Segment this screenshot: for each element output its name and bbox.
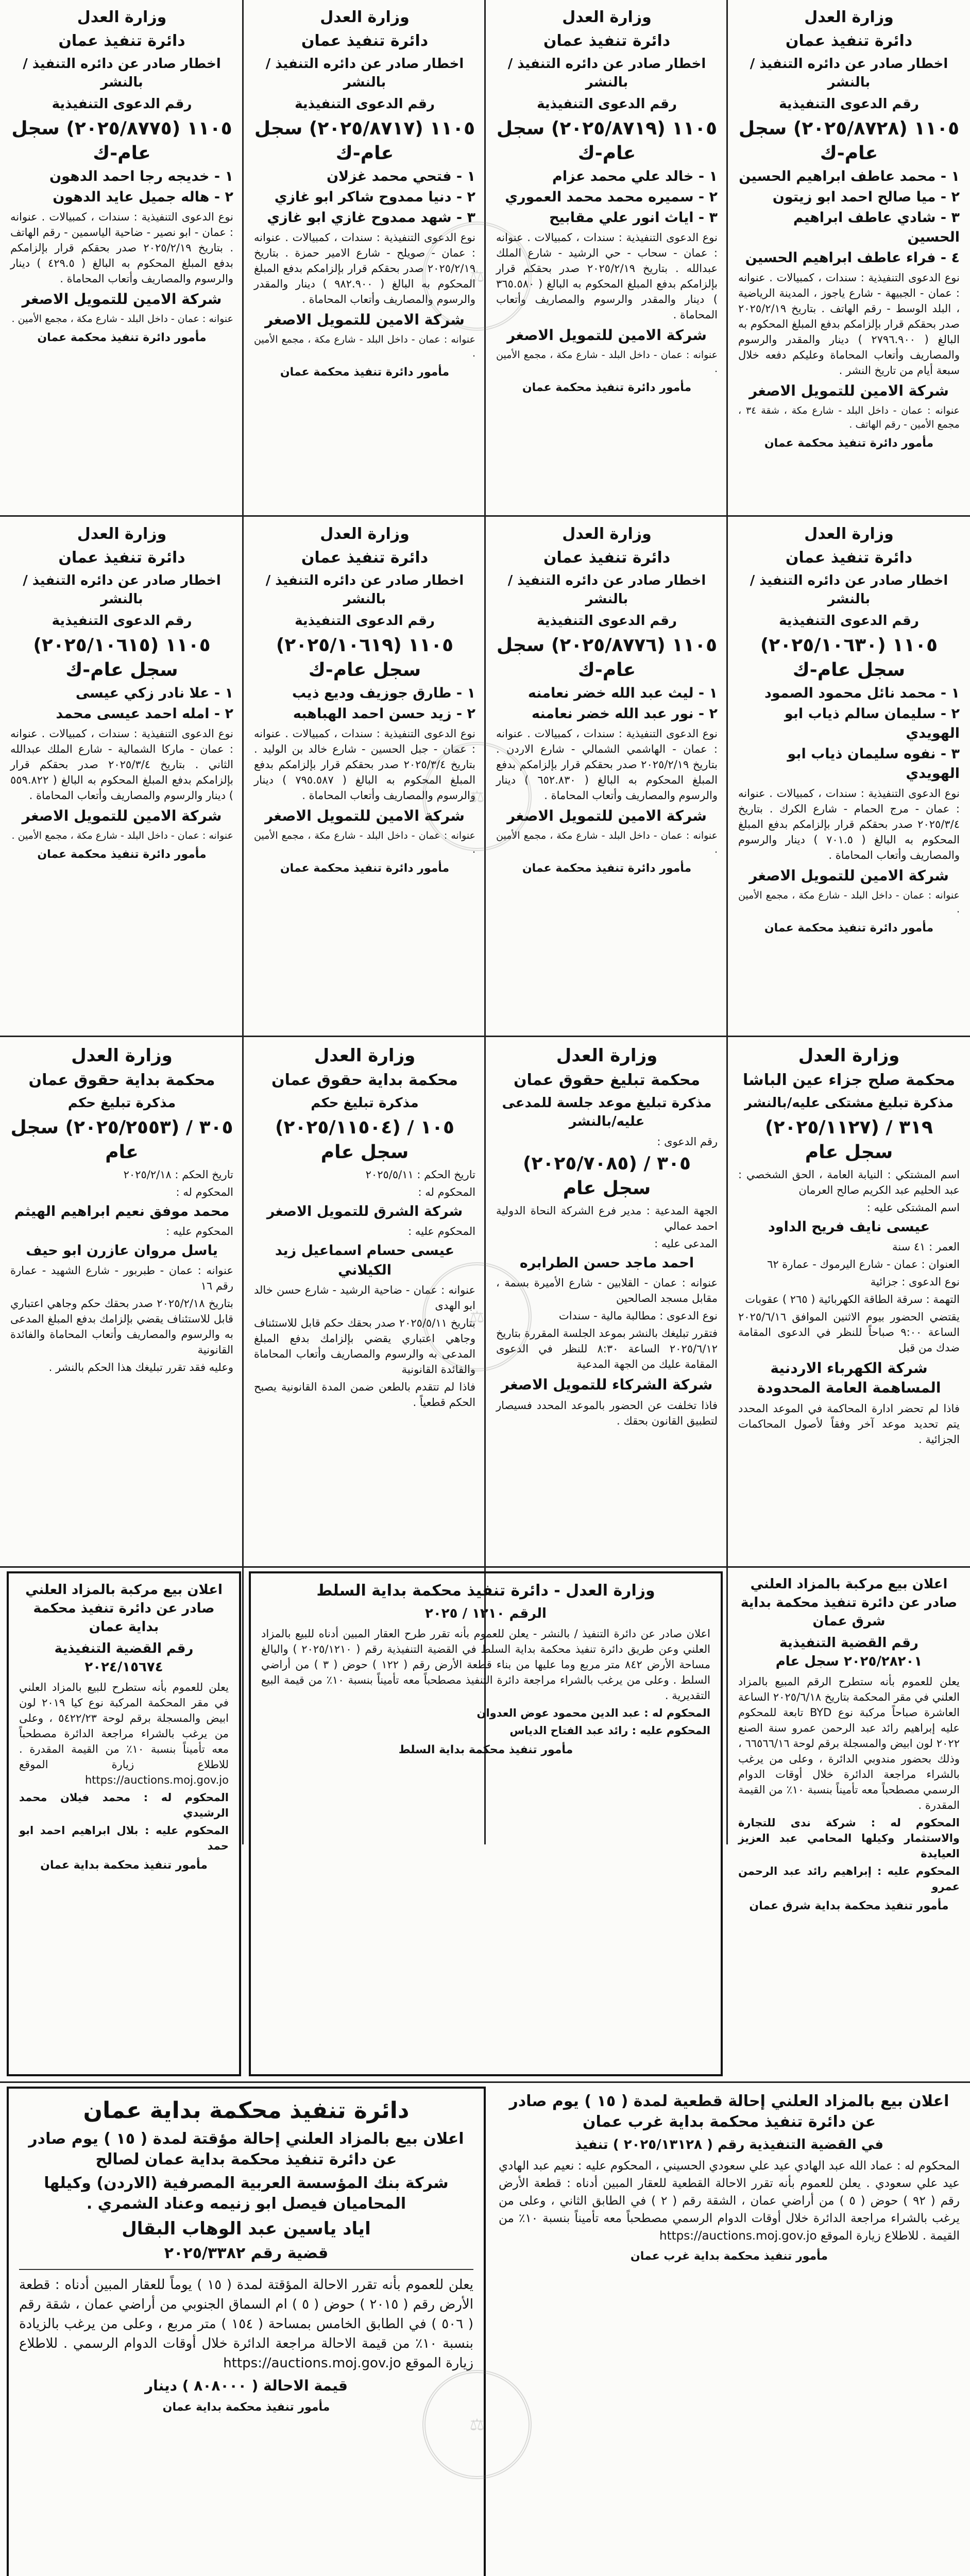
party-name: ٣ - نفوه سليمان ذياب ابو الهويدي <box>787 746 960 782</box>
dept-title: دائرة تنفيذ عمان <box>543 32 671 50</box>
auction-notice <box>7 1571 241 2076</box>
separator <box>19 2269 473 2270</box>
party-name: ١ - خالد علي محمد عزام <box>552 168 718 184</box>
ministry-seal-icon: ⚖ <box>422 222 532 331</box>
notice-title: اخطار صادر عن دائره التنفيذ / بالنشر <box>23 573 221 607</box>
case-label: رقم الدعوى التنفيذية <box>295 613 435 629</box>
execution-notice <box>728 517 970 1035</box>
auction-notice <box>728 1568 970 2080</box>
court-title: محكمة صلح جزاء عين الباشا <box>742 1071 956 1089</box>
notice-line: فاذا لم تتقدم بالطعن ضمن المدة القانونية يصبح الحكم قطعياً . <box>254 1381 475 1409</box>
signature: مأمور دائرة تنفيذ محكمة عمان <box>280 862 450 875</box>
auction-title: وزارة العدل - دائرة تنفيذ محكمة بداية السلط <box>316 1582 655 1600</box>
notice-line: التهمة : سرقة الطاقة الكهربائية ( ٢٦٥ ) عقوبات <box>745 1293 960 1306</box>
signature: مأمور دائرة تنفيذ محكمة عمان <box>37 848 207 861</box>
signature: مأمور تنفيذ محكمة بداية السلط <box>398 1743 573 1756</box>
notice-line: العنوان : عمان - شارع اليرموك - عمارة ٦٢ <box>767 1258 960 1270</box>
signature: مأمور دائرة تنفيذ محكمة عمان <box>280 366 450 379</box>
ministry-title: وزارة العدل <box>562 8 652 26</box>
creditor-company: شركة الامين للتمويل الاصغر <box>22 291 222 308</box>
ministry-seal-icon: ⚖ <box>422 1262 532 1371</box>
dept-title: دائرة تنفيذ عمان <box>543 549 671 567</box>
case-number: ٣٠٥ / (٢٠٢٥/٢٥٥٣) سجل عام <box>10 1117 233 1163</box>
party-name: ١ - علا نادر زكي عيسى <box>75 685 233 701</box>
case-number: ١١٠٥ (٢٠٢٥/٨٧١٩) سجل عام-ك <box>496 118 718 164</box>
summons-subtitle: مذكرة تبليغ حكم <box>67 1095 176 1111</box>
party-name: ٣ - شهد ممدوح غازي ابو غازي <box>267 210 475 226</box>
case-number: ١١٠٥ (٢٠٢٥/٨٧٢٨) سجل عام-ك <box>738 118 960 164</box>
case-label: رقم الدعوى التنفيذية <box>52 96 192 112</box>
notice-line: المحكوم عليه : <box>408 1225 475 1238</box>
notice-line: بتاريخ ٢٠٢٥/٥/١١ صدر بحقك حكم قابل للاستئناف وجاهي اعتباري يقضي بإلزامك بدفع المبلغ المدعى به والرسوم والمصاريف وأتعاب المحاماة والفائدة القانونية <box>254 1317 475 1376</box>
case-number: في القضية التنفيذية رقم ( ٢٠٢٥/١٣١٢٨ ) تنفيذ <box>574 2137 884 2153</box>
case-label: رقم الدعوى التنفيذية <box>295 96 435 112</box>
creditor-company: شركة الامين للتمويل الاصغر <box>265 807 465 824</box>
ministry-title: وزارة العدل <box>314 1045 416 1066</box>
plaintiff-company: شركة الشركاء للتمويل الاصغر <box>501 1376 713 1393</box>
ministry-seal-icon: ⚖ <box>422 742 532 851</box>
auction-body: يعلن للعموم بأنه ستطرح الرقم المبيع بالمزاد العلني في مقر المحكمة بتاريخ ٢٠٢٥/٦/١٨ الساعة العاشرة صباحاً مركبة نوع BYD تابعة للمحكوم عليه إبراهيم رائد عبد الرحمن عمرو سنة الصنع ٢٠٢٢ لون ابيض والمسجلة برقم لوحة ٦٦٥٦٦/١٦ ، وذلك بحضور مندوبي الدائرة ، وعلى من يرغب بالشراء مراجعة الدائرة خلال أوقات الدوام الرسمي مصطحباً معه تأميناً بنسبة ١٠٪ من القيمة المقدرة . <box>738 1675 960 1811</box>
notice-line: رقم الدعوى : <box>657 1136 718 1148</box>
notice-body: نوع الدعوى التنفيذية : سندات ، كمبيالات . عنوانه : عمان - جبل الحسين - شارع خالد بن الوليد . بتاريخ ٢٠٢٥/٣/٤ صدر بحقكم قرار بإلزامكم بدفع المبلغ المحكوم به البالغ ( ٧٩٥.٥٨٧ ) دينار والرسوم والمصاريف وأتعاب المحاماة . <box>254 727 475 802</box>
creditor-line: المحكوم له : عبد الدين محمود عوض العدوان <box>477 1707 710 1719</box>
case-number: الرقم ١٢١٠ / ٢٠٢٥ <box>425 1606 547 1621</box>
court-judgment <box>0 1037 244 1565</box>
defendant-name: احمد ماجد حسن الطرابره <box>519 1255 694 1271</box>
notice-title: اخطار صادر عن دائره التنفيذ / بالنشر <box>750 56 948 90</box>
judgment-creditor: محمد موفق نعيم ابراهيم الهيثم <box>14 1204 230 1219</box>
creditor-company: شركة الامين للتمويل الاصغر <box>749 867 949 884</box>
notice-footer: عنوانه : عمان - داخل البلد - شارع مكة ، مجمع الأمين . <box>738 890 960 915</box>
case-number: ١١٠٥ (٢٠٢٥/١٠٦١٥) سجل عام-ك <box>33 635 211 681</box>
party-name: ٣ - اياث انور علي مقابيح <box>549 210 718 226</box>
case-label: رقم الدعوى التنفيذية <box>779 96 919 112</box>
ministry-title: وزارة العدل <box>804 525 894 543</box>
execution-notice <box>728 0 970 515</box>
notice-body: نوع الدعوى التنفيذية : سندات ، كمبيالات . عنوانه : عمان - الجبيهة - شارع ياجوز ، المدينة الرياضية ، البلد الوسط - رقم الهاتف . بتاريخ ٢٠٢٥/٢/١٩ صدر بحقكم قرار بإلزامكم بدفع المبلغ المحكوم به البالغ ( ٢٧٩٦.٩٠٠ ) دينار والمقدر والرسوم والمصاريف وأتعاب المحاماة وعليكم دفعه خلال سبعة أيام من تاريخ النشر . <box>738 272 960 377</box>
creditor-line: المحكوم له : شركة ندى للتجارة والاستثمار وكيلها المحامي عبد العزيز العيايدة <box>738 1817 960 1860</box>
ministry-seal-icon: ⚖ <box>422 2370 532 2479</box>
party-name: ٢ - سليمان سالم ذياب ابو الهويدي <box>784 706 960 741</box>
case-number: ١١٠٥ (٢٠٢٥/٨٧١٧) سجل عام-ك <box>254 118 475 164</box>
debtor-line: المحكوم عليه : بلال ابراهيم احمد ابو حمد <box>19 1824 229 1852</box>
summons-subtitle: مذكرة تبليغ مشتكى عليه/بالنشر <box>744 1095 954 1111</box>
ministry-title: وزارة العدل <box>320 8 410 26</box>
dept-title: دائرة تنفيذ عمان <box>301 32 429 50</box>
creditor-company: شركة الامين للتمويل الاصغر <box>749 382 949 399</box>
case-number: رقم القضية التنفيذية ٢٠٢٤/١٥٦٧٤ <box>54 1641 194 1675</box>
notice-body: نوع الدعوى التنفيذية : سندات ، كمبيالات . عنوانه : عمان - مرج الحمام - شارع الكرك . بتاريخ ٢٠٢٥/٣/٤ صدر بحقكم قرار بإلزامكم بدفع المبلغ المحكوم به البالغ ( ٧٠١.٥ ) دينار والرسوم والمصاريف وأتعاب المحاماة . <box>738 787 960 861</box>
case-number: ٣١٩ / (٢٠٢٥/١١٢٧) سجل عام <box>765 1117 933 1163</box>
judgment-creditor: شركة الشرق للتمويل الاصغر <box>266 1204 463 1219</box>
ministry-title: وزارة العدل <box>804 8 894 26</box>
auction-title: اعلان بيع مركبة بالمزاد العلني صادر عن دائرة تنفيذ محكمة بداية شرق عمان <box>740 1577 958 1629</box>
party-name: ١ - محمد نائل محمود الصمود <box>764 685 960 701</box>
dept-title: دائرة تنفيذ عمان <box>785 549 913 567</box>
notice-body: نوع الدعوى التنفيذية : سندات ، كمبيالات . عنوانه : عمان - سحاب - حي الرشيد - شارع الملك عبدالله . بتاريخ ٢٠٢٥/٢/١٩ صدر بحقكم قرار بإلزامكم بدفع المبلغ المحكوم به البالغ ( ٣٦٥.٥٨٠ ) دينار والمقدر والرسوم والمصاريف وأتعاب المحاماة . <box>496 231 718 321</box>
execution-notice <box>0 0 244 515</box>
notice-body: نوع الدعوى التنفيذية : سندات ، كمبيالات . عنوانه : عمان - صويلح - شارع الامير حمزة . بتاريخ ٢٠٢٥/٢/١٩ صدر بحقكم قرار بإلزامكم بدفع المبلغ المحكوم به البالغ ( ٩٨٢.٩٠٠ ) دينار والمقدر والرسوم والمصاريف وأتعاب المحاماة . <box>254 231 475 306</box>
notice-line: اسم المشتكى عليه : <box>866 1201 960 1214</box>
signature: مأمور دائرة تنفيذ محكمة عمان <box>37 331 207 344</box>
notice-line: تاريخ الحكم : ٢٠٢٥/٥/١١ <box>365 1168 475 1181</box>
party-name: ٣ - شادي عاطف ابراهيم الحسين <box>793 210 960 245</box>
ministry-title: وزارة العدل <box>562 525 652 543</box>
creditor-company: شركة الامين للتمويل الاصغر <box>265 311 465 328</box>
dept-title: دائرة تنفيذ عمان <box>58 549 185 567</box>
signature: مأمور دائرة تنفيذ محكمة عمان <box>522 381 692 394</box>
debtor-line: المحكوم عليه : إبراهيم رائد عبد الرحمن عمرو <box>738 1865 960 1893</box>
notice-footer: عنوانه : عمان - داخل البلد - شارع مكة ، مجمع الأمين . <box>496 349 718 375</box>
dept-title: دائرة تنفيذ عمان <box>58 32 185 50</box>
notice-body: نوع الدعوى التنفيذية : سندات ، كمبيالات . عنوانه : عمان - الهاشمي الشمالي - شارع الاردن . بتاريخ ٢٠٢٥/٢/١٩ صدر بحقكم قرار بإلزامكم بدفع المبلغ المحكوم به البالغ ( ٦٥٢.٨٣٠ ) دينار والرسوم والمصاريف وأتعاب المحاماة . <box>496 727 718 802</box>
notice-body: نوع الدعوى التنفيذية : سندات ، كمبيالات . عنوانه : عمان - ماركا الشمالية - شارع الملك عبدالله الثاني . بتاريخ ٢٠٢٥/٣/٤ صدر بحقكم قرار بإلزامكم بدفع المبلغ المحكوم به البالغ ( ٥٥٩.٨٢٢ ) دينار والرسوم والمصاريف وأتعاب المحاماة . <box>10 727 233 802</box>
notice-title: اخطار صادر عن دائره التنفيذ / بالنشر <box>750 573 948 607</box>
party-name: ٢ - دنيا ممدوح شاكر ابو غازي <box>274 189 475 205</box>
case-number: ٣٠٥ / (٢٠٢٥/٧٠٨٥) سجل عام <box>523 1153 691 1199</box>
debtor-name: اياد ياسين عبد الوهاب البقال <box>122 2218 371 2239</box>
notice-line: فاذا لم تحضر ادارة المحاكمة في الموعد المحدد يتم تحديد موعد آخر وفقاً لأصول المحاكمات الجزائية . <box>738 1402 960 1446</box>
notice-title: اخطار صادر عن دائره التنفيذ / بالنشر <box>507 56 706 90</box>
ministry-title: وزارة العدل <box>556 1045 658 1066</box>
party-name: ١ - خديجه رجا احمد الدهون <box>49 168 233 184</box>
notice-line: نوع الدعوى : جزائية <box>870 1276 960 1288</box>
notice-line: المحكوم له : <box>176 1186 233 1198</box>
party-name: ٢ - ميا صالح احمد ابو زيتون <box>772 189 960 205</box>
party-name: ٢ - زيد حسن احمد الهباهبه <box>293 706 475 722</box>
case-number: ١١٠٥ (٢٠٢٥/١٠٦٣٠) سجل عام-ك <box>760 635 938 681</box>
notice-line: تاريخ الحكم : ٢٠٢٥/٢/١٨ <box>123 1168 233 1181</box>
notice-title: اخطار صادر عن دائره التنفيذ / بالنشر <box>23 56 221 90</box>
auction-body: المحكوم له : عماد الله عبد الهادي عيد علي سعودي الحسيني ، المحكوم عليه : نعيم عبد الهادي عيد علي سعودي . يعلن للعموم بأنه تقرر الاحالة القطعية للعقار المبين أدناه : قطعة الأرض رقم ( ٩٢ ) حوض ( ٥ ) من أراضي عمان ، الشقة رقم ( ٢ ) في الطابق الثاني ، وعلى من يرغب بالشراء مراجعة الدائرة خلال أوقات الدوام الرسمي مصطحباً معه تأميناً بنسبة ١٠٪ من القيمة . للاطلاع زيارة الموقع https://auctions.moj.gov.jo <box>499 2159 960 2243</box>
ministry-title: وزارة العدل <box>320 525 410 543</box>
signature: مأمور تنفيذ محكمة بداية شرق عمان <box>749 1900 949 1912</box>
auction-body: يعلن للعموم بأنه ستطرح للبيع بالمزاد العلني في مقر المحكمة المركبة نوع كيا ٢٠١٩ لون ابيض والمسجلة برقم لوحة ٥٤٢٢/٢٣ ، وعلى من يرغب بالشراء مراجعة الدائرة مصطحباً معه تأميناً بنسبة ١٠٪ من القيمة المقدرة . للاطلاع زيارة الموقع https://auctions.moj.gov.jo <box>19 1681 229 1786</box>
auction-body: اعلان صادر عن دائرة التنفيذ / بالنشر - يعلن للعموم بأنه تقرر طرح العقار المبين أدناه للبيع بالمزاد العلني وعن طريق دائرة تنفيذ محكمة بداية السلط في القضية التنفيذية رقم ( ٢٠٢٥/١٢١٠ ) والبالغ مساحة الأرض ٨٤٢ متر مربع وما عليها من بناء قطعة الأرض رقم ( ١٢٢ ) حوض ( ٣ ) من أراضي السلط . وعلى من يرغب بالشراء مراجعة دائرة التنفيذ مصطحباً معه تأميناً بنسبة ١٠٪ من قيمة البيع التقديرية . <box>261 1628 711 1702</box>
judgment-debtor: ياسل مروان عازرن ابو حيف <box>26 1243 218 1259</box>
notice-footer: عنوانه : عمان - داخل البلد - شارع مكة ، مجمع الأمين . <box>254 830 475 855</box>
case-number: ١١٠٥ (٢٠٢٥/٨٧٧٥) سجل عام-ك <box>11 118 232 164</box>
case-label: رقم الدعوى التنفيذية <box>537 613 677 629</box>
party-name: ١ - محمد عاطف ابراهيم الحسين <box>739 168 960 184</box>
ministry-title: وزارة العدل <box>798 1045 900 1066</box>
notice-line: المحكوم له : <box>418 1186 475 1198</box>
notice-line: عنوانه : عمان - ضاحية الرشيد - شارع حسن خالد ابو الهدى <box>254 1284 475 1312</box>
auction-title: دائرة تنفيذ محكمة بداية عمان <box>83 2097 410 2124</box>
auction-notice <box>249 1571 723 2076</box>
notice-line: يقتضي الحضور بيوم الاثنين الموافق ٢٠٢٥/٦/١٦ الساعة ٩:٠٠ صباحاً للنظر في الدعوى المقامة ضدك من قبل <box>738 1311 960 1354</box>
execution-notice <box>0 517 244 1035</box>
notice-line: عنوانه : عمان - طبربور - شارع الشهيد - عمارة رقم ١٦ <box>10 1264 233 1292</box>
auction-lead: اعلان بيع بالمزاد العلني إحالة مؤقتة لمدة ( ١٥ ) يوم صادر عن دائرة تنفيذ محكمة بداية عمان لصالح <box>28 2130 464 2168</box>
auction-title: اعلان بيع بالمزاد العلني إحالة قطعية لمدة ( ١٥ ) يوم صادر عن دائرة تنفيذ محكمة بداية غرب عمان <box>509 2092 949 2131</box>
signature: مأمور تنفيذ محكمة بداية غرب عمان <box>630 2250 828 2263</box>
creditor-line: المحكوم له : محمد فيلان محمد الرشيدي <box>19 1791 229 1819</box>
creditor-company: شركة الامين للتمويل الاصغر <box>507 807 707 824</box>
signature: مأمور تنفيذ محكمة بداية عمان <box>162 2401 330 2414</box>
party-name: ١ - ليث عبد الله خضر نعامنه <box>527 685 718 701</box>
plaintiff-company: شركة الكهرباء الاردنية المساهمة العامة المحدودة <box>757 1360 941 1396</box>
notice-title: اخطار صادر عن دائره التنفيذ / بالنشر <box>265 573 464 607</box>
row-divider <box>0 2081 970 2083</box>
notice-line: المدعى عليه : <box>654 1238 718 1250</box>
creditor-company: شركة الامين للتمويل الاصغر <box>507 327 707 344</box>
party-name: ١ - طارق جوزيف وديع ذيب <box>292 685 475 701</box>
notice-line: العمر : ٤١ سنة <box>892 1241 960 1253</box>
auction-title: اعلان بيع مركبة بالمزاد العلني صادر عن دائرة تنفيذ محكمة بداية عمان <box>25 1582 223 1635</box>
creditor-company: شركة بنك المؤسسة العربية المصرفية (الاردن) وكيلها المحاميان فيصل ابو زنيمه وعناد الشمري . <box>44 2174 449 2213</box>
notice-line: الجهة المدعية : مدير فرع الشركة النحاة الدولية احمد عمالي <box>496 1205 718 1232</box>
notice-line: عنوانه : عمان - القلابين - شارع الأميرة بسمة ، مقابل مسجد الصالحين <box>496 1277 718 1304</box>
ministry-title: وزارة العدل <box>77 8 167 26</box>
case-number: قضية رقم ٢٠٢٥/٣٣٨٢ <box>164 2244 329 2262</box>
case-label: رقم الدعوى التنفيذية <box>52 613 192 629</box>
creditor-company: شركة الامين للتمويل الاصغر <box>22 807 222 824</box>
ministry-title: وزارة العدل <box>71 1045 173 1066</box>
court-summons <box>728 1037 970 1565</box>
signature: مأمور دائرة تنفيذ محكمة عمان <box>522 862 692 875</box>
notice-line: وعليه فقد تقرر تبليغك هذا الحكم بالنشر . <box>48 1361 233 1374</box>
notice-title: اخطار صادر عن دائره التنفيذ / بالنشر <box>507 573 706 607</box>
notice-line: نوع الدعوى : مطالبة مالية - سندات <box>558 1310 718 1322</box>
case-number: ١١٠٥ (٢٠٢٥/٨٧٧٦) سجل عام-ك <box>496 635 718 681</box>
notice-title: اخطار صادر عن دائره التنفيذ / بالنشر <box>265 56 464 90</box>
signature: مأمور تنفيذ محكمة بداية عمان <box>40 1859 208 1872</box>
notice-line: فتقرر تبليغك بالنشر بموعد الجلسة المقررة بتاريخ ٢٠٢٥/٦/١٢ الساعة ٨:٣٠ للنظر في الدعوى المقامة عليك من الجهة المدعية <box>496 1327 718 1370</box>
notice-footer: عنوانه : عمان - داخل البلد - شارع مكة ، مجمع الأمين . <box>496 830 718 855</box>
case-label: رقم الدعوى التنفيذية <box>779 613 919 629</box>
party-name: ٤ - فراء عاطف ابراهيم الحسين <box>745 250 960 266</box>
auction-notice <box>488 2084 970 2576</box>
notice-footer: عنوانه : عمان - داخل البلد - شارع مكة ، شقة ٣٤ ، مجمع الأمين - رقم الهاتف . <box>738 405 960 430</box>
dept-title: دائرة تنفيذ عمان <box>301 549 429 567</box>
notice-line: فاذا تخلفت عن الحضور بالموعد المحدد فسيصار لتطبيق القانون بحقك . <box>496 1399 718 1427</box>
party-name: ٢ - امله احمد عيسى محمد <box>56 706 233 722</box>
party-name: ١ - فتحي محمد غزلان <box>326 168 475 184</box>
case-number: ١٠٥ / (٢٠٢٥/١١٥٠٤) سجل عام <box>275 1117 454 1163</box>
case-number: رقم القضية التنفيذية ٢٠٢٥/٢٨٢٠١ سجل عام <box>775 1635 923 1669</box>
defendant-name: عيسى نايف فريح الداود <box>768 1219 930 1235</box>
court-title: محكمة بداية حقوق عمان <box>28 1071 215 1089</box>
dept-title: دائرة تنفيذ عمان <box>785 32 913 50</box>
auction-body: يعلن للعموم بأنه تقرر الاحالة المؤقتة لمدة ( ١٥ ) يوماً للعقار المبين أدناه : قطعة الأرض رقم ( ٢٠١٥ ) حوض ( ٥ ) ام السماق الجنوبي من أراضي عمان ، شقة رقم ( ٥٠٦ ) في الطابق الخامس بمساحة ( ١٥٤ ) متر مربع ، وعلى من يرغب بالزيادة بنسبة ١٠٪ من قيمة الاحالة مراجعة الدائرة خلال أوقات الدوام الرسمي . للاطلاع زيارة الموقع https://auctions.moj.gov.jo <box>19 2277 474 2371</box>
ministry-title: وزارة العدل <box>77 525 167 543</box>
signature: مأمور دائرة تنفيذ محكمة عمان <box>764 437 934 450</box>
signature: مأمور دائرة تنفيذ محكمة عمان <box>764 922 934 935</box>
notice-footer: عنوانه : عمان - داخل البلد - شارع مكة ، مجمع الأمين . <box>11 313 233 325</box>
case-number: ١١٠٥ (٢٠٢٥/١٠٦١٩) سجل عام-ك <box>276 635 454 681</box>
debtor-line: المحكوم عليه : رائد عبد الفتاح الدياس <box>509 1724 710 1737</box>
auction-notice-large <box>7 2087 486 2576</box>
party-name: ٢ - سميره محمد محمد العموري <box>505 189 718 205</box>
judgment-debtor: عيسى حسام اسماعيل زيد الكيلاني <box>275 1243 455 1278</box>
notice-footer: عنوانه : عمان - داخل البلد - شارع مكة ، مجمع الأمين . <box>254 334 475 359</box>
notice-body: نوع الدعوى التنفيذية : سندات ، كمبيالات . عنوانه : عمان - ابو نصير - ضاحية الياسمين - رقم الهاتف . بتاريخ ٢٠٢٥/٢/١٩ صدر بحقكم قرار بإلزامكم بدفع المبلغ المحكوم به البالغ ( ٤٢٩.٥ ) دينار والرسوم والمصاريف وأتعاب المحاماة . <box>10 211 233 285</box>
summons-subtitle: مذكرة تبليغ موعد جلسة للمدعى عليه/بالنشر <box>502 1095 712 1129</box>
party-name: ٢ - نور عبد الله خضر نعامنه <box>531 706 718 722</box>
notice-line: المحكوم عليه : <box>166 1225 233 1238</box>
notice-line: اسم المشتكي : النيابة العامة ، الحق الشخصي : عبد الحليم عبد الكريم صالح العرمان <box>738 1168 960 1196</box>
notice-line: بتاريخ ٢٠٢٥/٢/١٨ صدر بحقك حكم وجاهي اعتباري قابل للاستئناف يقضي بإلزامك بدفع المبلغ المدعى به والرسوم والمصاريف وأتعاب المحاماة والفائدة القانونية <box>10 1297 234 1356</box>
court-title: محكمة بداية حقوق عمان <box>271 1071 458 1089</box>
summons-subtitle: مذكرة تبليغ حكم <box>311 1095 419 1111</box>
court-title: محكمة تبليغ حقوق عمان <box>513 1071 701 1089</box>
bid-value: قيمة الاحالة ( ٨٠٨٠٠٠ ) دينار <box>145 2377 348 2394</box>
party-name: ٢ - هاله جميل عايد الدهون <box>53 189 233 205</box>
case-label: رقم الدعوى التنفيذية <box>537 96 677 112</box>
notice-footer: عنوانه : عمان - داخل البلد - شارع مكة ، مجمع الأمين . <box>11 830 233 841</box>
